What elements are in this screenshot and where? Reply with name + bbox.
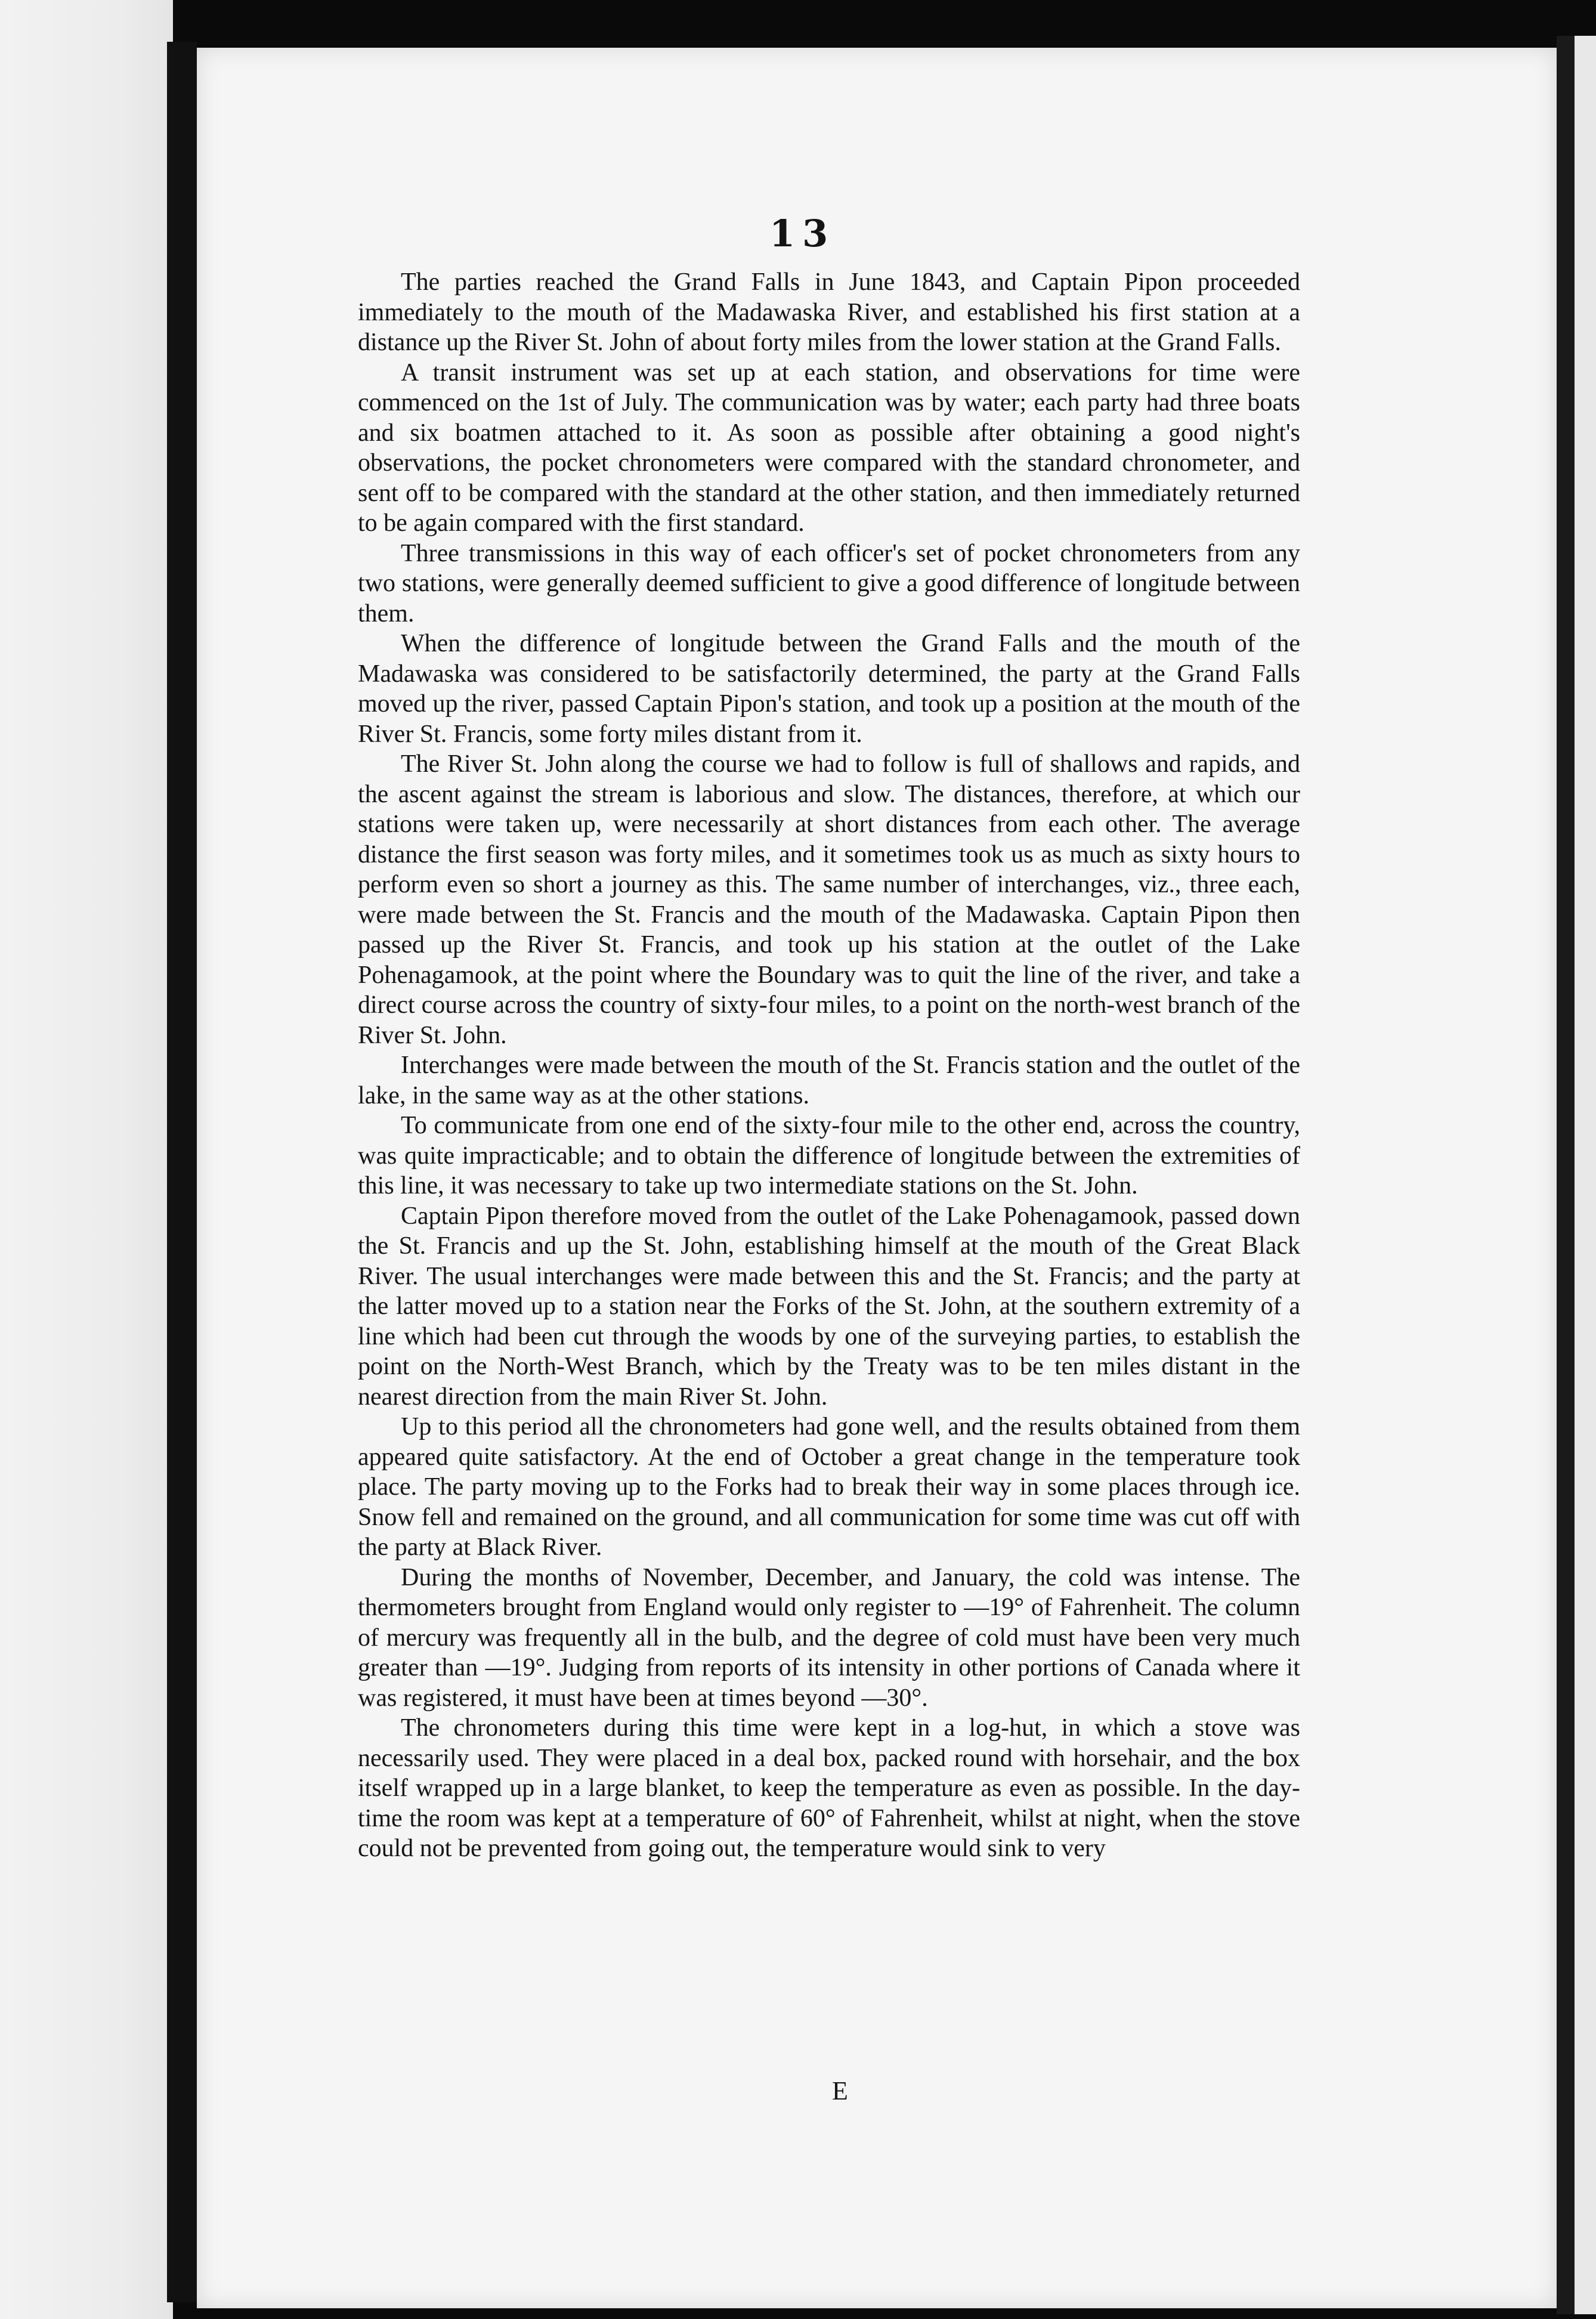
paragraph: Captain Pipon therefore moved from the outlet of the Lake Pohenagamook, passed down the St. Francis and up the St. John, establishing himself at the mouth of the Great Black River. The usual interchanges were made between this and the St. Francis; and the party at the latter moved up to a station near the Forks of the St. John, at the southern extremity of a line which had been cut through the woods by one of the surveying parties, to establish the point on the North-West Branch, which by the Treaty was to be ten miles distant in the nearest direction from the main River St. John. — [358, 1202, 1300, 1411]
paragraph: The parties reached the Grand Falls in June 1843, and Captain Pipon proceeded immediately to the mouth of the Madawaska River, and established his first station at a distance up the River St. John of about forty miles from the lower station at the Grand Falls. — [358, 268, 1300, 356]
paragraph: The River St. John along the course we had to follow is full of shallows and rapids, and the ascent against the stream is laborious and slow. The distances, therefore, at which our stations were taken up, were necessarily at short distances from each other. The average distance the first season was forty miles, and it sometimes took us as much as sixty hours to perform even so short a journey as this. The same number of interchanges, viz., three each, were made between the St. Francis and the mouth of the Madawaska. Captain Pipon then passed up the River St. Francis, and took up his station at the outlet of the Lake Pohenagamook, at the point where the Boundary was to quit the line of the river, and take a direct course across the country of sixty-four miles, to a point on the north-west branch of the River St. John. — [358, 750, 1300, 1049]
paragraph: A transit instrument was set up at each station, and observations for time were commenced on the 1st of July. The communication was by water; each party had three boats and six boatmen attached to it. As soon as possible after obtaining a good night's observations, the pocket chronometers were compared with the standard chronometer, and sent off to be compared with the standard at the other station, and then immediately returned to be again compared with the first standard. — [358, 358, 1300, 537]
scan-border — [1575, 36, 1596, 2314]
signature-mark: E — [832, 2076, 848, 2105]
paragraph: To communicate from one end of the sixty-four mile to the other end, across the country, was quite impracticable; and to obtain the difference of longitude between the extremities of this line, it was necessary to take up two intermediate stations on the St. John. — [358, 1112, 1300, 1199]
paragraph: When the difference of longitude between the Grand Falls and the mouth of the Madawaska was considered to be satisfactorily determined, the party at the Grand Falls moved up the river, passed Captain Pipon's station, and took up a position at the mouth of the River St. Francis, some forty miles distant from it. — [358, 630, 1300, 748]
paragraph: Three transmissions in this way of each officer's set of pocket chronometers from any two stations, were generally deemed sufficient to give a good difference of longitude between them. — [358, 539, 1300, 627]
binding-shadow — [167, 42, 197, 2302]
paragraph: Interchanges were made between the mouth of the St. Francis station and the outlet of the lake, in the same way as at the other stations. — [358, 1052, 1300, 1109]
page-number: 13 — [769, 212, 836, 255]
paragraph: During the months of November, December, and January, the cold was intense. The thermometers brought from England would only register to —19° of Fahrenheit. The column of mercury was frequently all in the bulb, and the degree of cold must have been very much greater than —19°. Judging from reports of its intensity in other portions of Canada where it was registered, it must have been at times beyond —30°. — [358, 1563, 1300, 1712]
paragraph: Up to this period all the chronometers had gone well, and the results obtained from them appeared quite satisfactory. At the end of October a great change in the temperature took place. The party moving up to the Forks had to break their way in some places through ice. Snow fell and remained on the ground, and all communication for some time was cut off with the party at Black River. — [358, 1413, 1300, 1561]
page-edge-shadow — [1557, 36, 1575, 2314]
body-text — [358, 267, 1300, 1864]
paragraph: The chronometers during this time were kept in a log-hut, in which a stove was necessarily used. They were placed in a deal box, packed round with horsehair, and the box itself wrapped up in a large blanket, to keep the temperature as even as possible. In the day-time the room was kept at a temperature of 60° of Fahrenheit, whilst at night, when the stove could not be prevented from going out, the temperature would sink to very — [358, 1714, 1300, 1862]
adjacent-page-margin — [0, 0, 173, 2319]
